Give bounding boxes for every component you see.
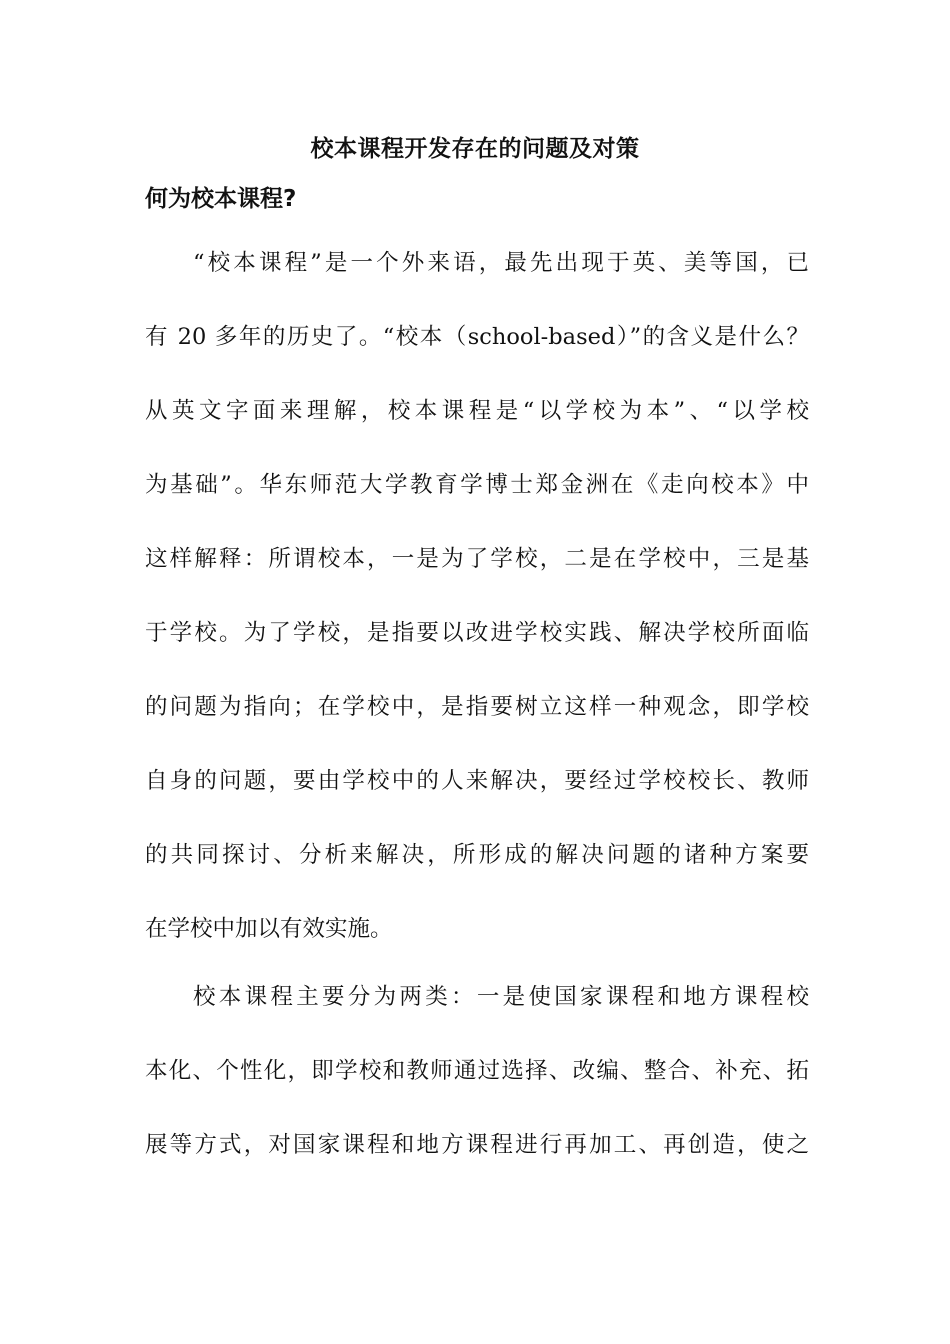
paragraph-line: 在学校中加以有效实施。 [145,916,393,942]
paragraph-two-types-of-curriculum [145,980,809,1202]
paragraph-line: 的问题为指向；在学校中，是指要树立这样一种观念，即学校 [145,694,809,720]
paragraph-line: “校本课程”是一个外来语，最先出现于英、美等国，已 [193,250,809,276]
document-title: 校本课程开发存在的问题及对策 [310,136,640,162]
paragraph-line: 有 20 多年的历史了。“校本（school-based）”的含义是什么？ [145,324,809,350]
paragraph-what-is-school-based-curriculum [145,246,809,986]
paragraph-line: 的共同探讨、分析来解决，所形成的解决问题的诸种方案要 [145,842,809,868]
paragraph-line: 校本课程主要分为两类：一是使国家课程和地方课程校 [193,984,809,1010]
section-heading: 何为校本课程? [145,186,297,212]
paragraph-line: 于学校。为了学校，是指要以改进学校实践、解决学校所面临 [145,620,809,646]
paragraph-line: 自身的问题，要由学校中的人来解决，要经过学校校长、教师 [145,768,809,794]
paragraph-line: 这样解释：所谓校本，一是为了学校，二是在学校中，三是基 [145,546,809,572]
paragraph-line: 为基础”。华东师范大学教育学博士郑金洲在《走向校本》中 [145,472,809,498]
paragraph-line: 展等方式，对国家课程和地方课程进行再加工、再创造，使之 [145,1132,809,1158]
paragraph-line: 本化、个性化，即学校和教师通过选择、改编、整合、补充、拓 [145,1058,809,1084]
paragraph-line: 从英文字面来理解，校本课程是“以学校为本”、“以学校 [145,398,809,424]
